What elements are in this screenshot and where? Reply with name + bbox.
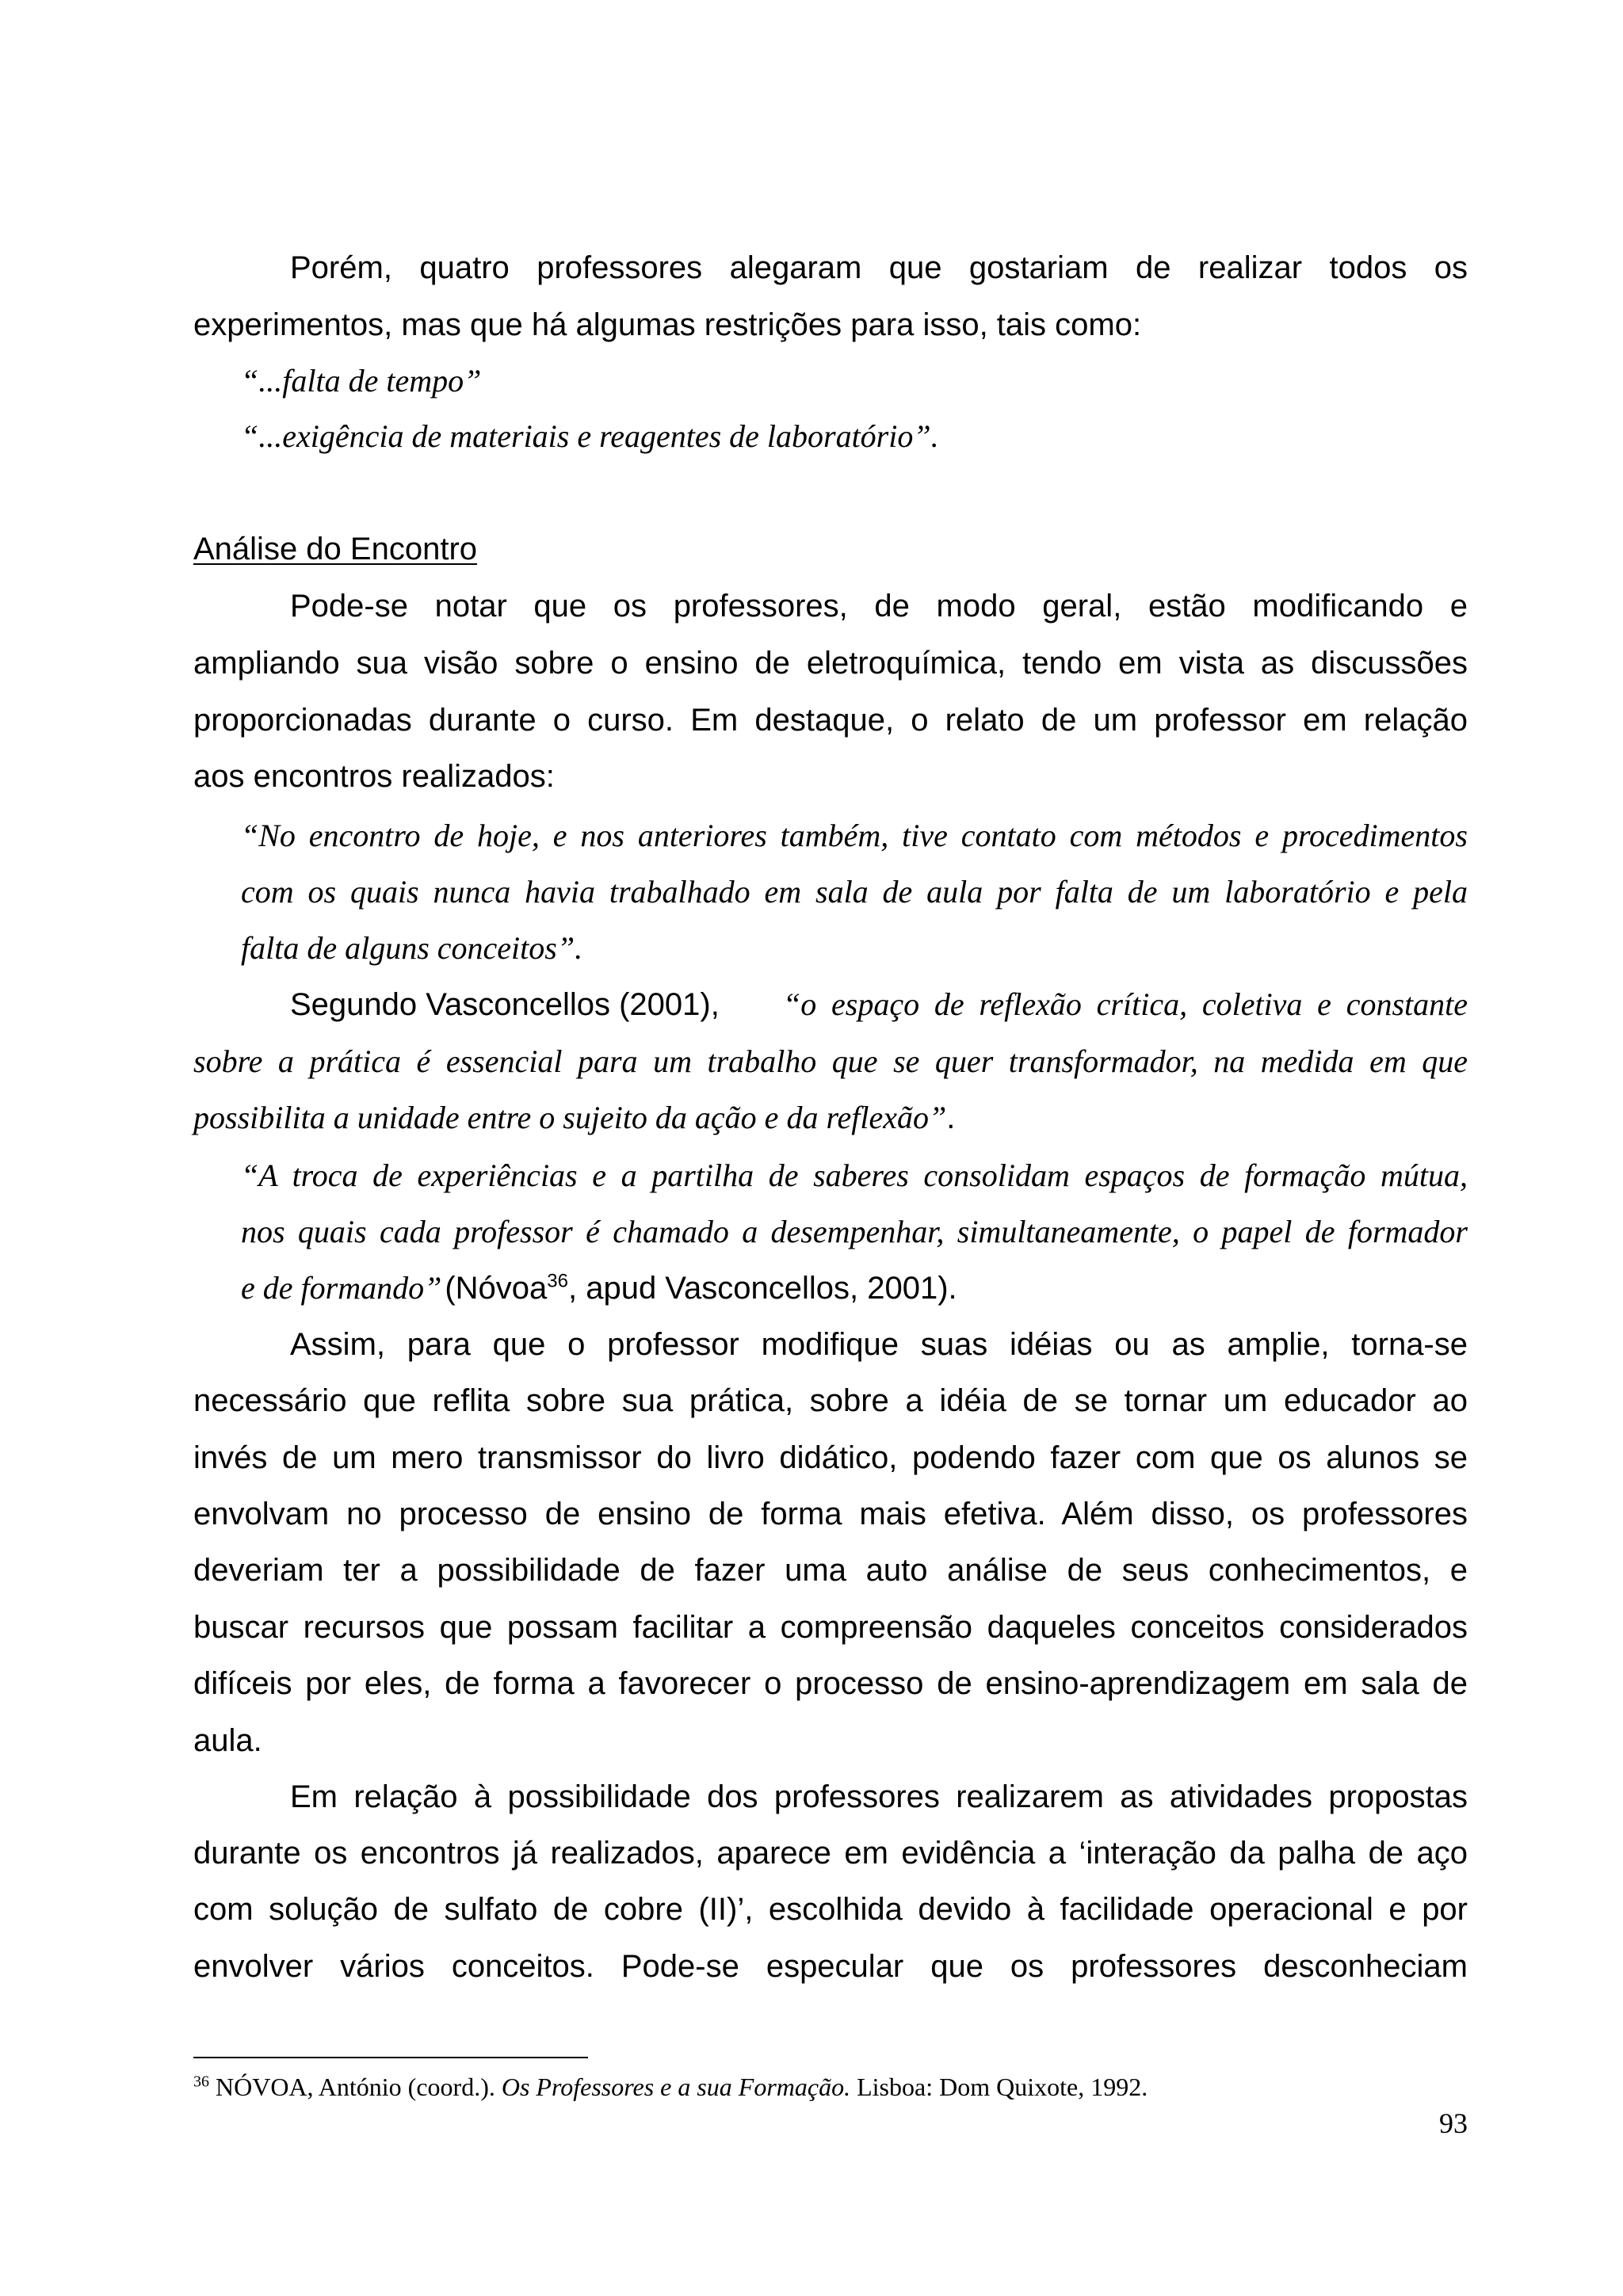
footnote-publication: Lisboa: Dom Quixote, 1992. — [857, 2073, 1148, 2101]
footnote-separator — [193, 2057, 588, 2058]
paragraph-line: invés de um mero transmissor do livro didático, podendo fazer com que os alunos se — [193, 1440, 1468, 1475]
paragraph-line: envolver vários conceitos. Pode-se especular que os professores desconheciam — [193, 1949, 1468, 1984]
quote-line: “No encontro de hoje, e nos anteriores também, tive contato com métodos e procedimentos — [241, 818, 1468, 853]
paragraph-line: aos encontros realizados: — [193, 759, 555, 794]
footnote-author: NÓVOA, António (coord.). — [216, 2073, 495, 2101]
paragraph-line: necessário que reflita sobre sua prática, sobre a idéia de se tornar um educador ao — [193, 1383, 1468, 1418]
paragraph-line: Segundo Vasconcellos (2001), — [290, 987, 720, 1022]
quote-line: “...exigência de materiais e reagentes de laboratório”. — [241, 418, 939, 454]
paragraph-line — [193, 1098, 955, 1138]
paragraph-line: deveriam ter a possibilidade de fazer uma auto análise de seus conhecimentos, e — [193, 1553, 1468, 1588]
paragraph-line: Porém, quatro professores alegaram que gostariam de realizar todos os — [290, 250, 1468, 285]
inline-quote: sobre a prática é essencial para um trabalho que se quer transformador, na medida em que — [193, 1043, 1468, 1079]
quote-line: “...falta de tempo” — [241, 363, 482, 399]
paragraph-line: com solução de sulfato de cobre (II)’, escolhida devido à facilidade operacional e por — [193, 1892, 1468, 1927]
quote-line: falta de alguns conceitos”. — [241, 930, 583, 966]
paragraph-line: experimentos, mas que há algumas restrições para isso, tais como: — [193, 307, 1142, 342]
section-heading: Análise do Encontro — [193, 532, 478, 566]
page-number: 93 — [1439, 2107, 1468, 2139]
paragraph-line: durante os encontros já realizados, aparece em evidência a ‘interação da palha de aço — [193, 1836, 1468, 1871]
paragraph-line: Pode-se notar que os professores, de modo geral, estão modificando e — [290, 589, 1468, 624]
quote-line — [241, 1268, 957, 1308]
inline-quote: “o espaço de reflexão crítica, coletiva e constante — [783, 986, 1468, 1022]
footnote-title: Os Professores e a sua Formação. — [501, 2073, 851, 2101]
paragraph-line: buscar recursos que possam facilitar a compreensão daqueles conceitos considerados — [193, 1610, 1468, 1645]
quote-end: e de formando” — [241, 1270, 442, 1306]
citation — [445, 1271, 957, 1306]
quote-line: “A troca de experiências e a partilha de saberes consolidam espaços de formação mútua, — [241, 1158, 1468, 1193]
quote-line: nos quais cada professor é chamado a desempenhar, simultaneamente, o papel de formador — [241, 1214, 1468, 1249]
paragraph-line: Assim, para que o professor modifique suas idéias ou as amplie, torna-se — [290, 1327, 1468, 1362]
paragraph-line: ampliando sua visão sobre o ensino de eletroquímica, tendo em vista as discussões — [193, 646, 1468, 681]
quote-line: com os quais nunca havia trabalhado em sala de aula por falta de um laboratório e pela — [241, 874, 1468, 910]
inline-quote: possibilita a unidade entre o sujeito da ação e da reflexão” — [193, 1100, 947, 1135]
citation-source: , apud Vasconcellos, 2001). — [567, 1271, 957, 1306]
paragraph-line: Em relação à possibilidade dos professores realizarem as atividades propostas — [290, 1779, 1468, 1814]
footnote — [193, 2071, 1148, 2103]
sentence-end: . — [946, 1100, 956, 1135]
citation-author: (Nóvoa — [445, 1271, 548, 1306]
paragraph-line: proporcionadas durante o curso. Em destaque, o relato de um professor em relação — [193, 703, 1468, 738]
paragraph-line: difíceis por eles, de forma a favorecer o processo de ensino-aprendizagem em sala de — [193, 1666, 1468, 1701]
paragraph-line: envolvam no processo de ensino de forma mais efetiva. Além disso, os professores — [193, 1497, 1468, 1531]
paragraph-line: aula. — [193, 1723, 262, 1758]
footnote-number: 36 — [193, 2073, 209, 2091]
footnote-reference: 36 — [547, 1270, 568, 1292]
